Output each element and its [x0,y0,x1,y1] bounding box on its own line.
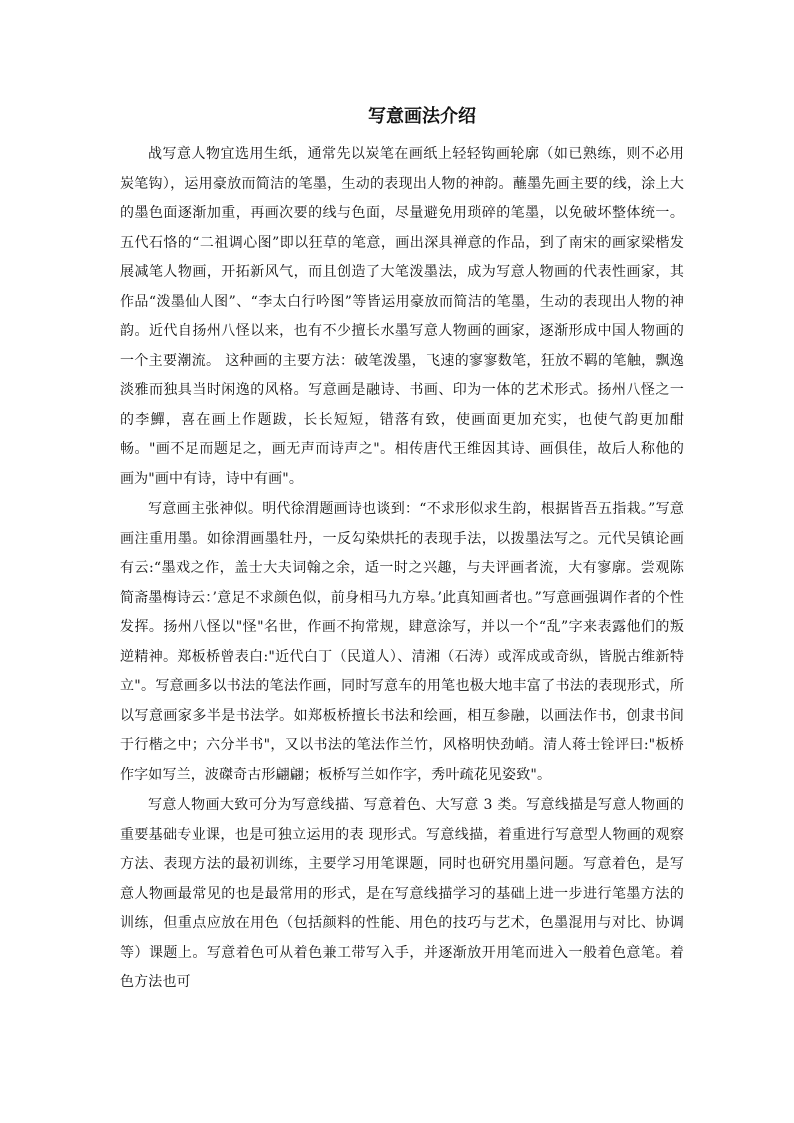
paragraph: 战写意人物宜选用生纸，通常先以炭笔在画纸上轻轻钩画轮廓（如已熟练，则不必用炭笔钩），运用豪放而简洁的笔墨，生动的表现出人物的神韵。蘸墨先画主要的线，涂上大的墨色面逐渐加重，再画次要的线与色面，尽量避免用琐碎的笔墨，以免破坏整体统一。 五代石恪的“二祖调心图”即以狂草的笔意，画出深具禅意的作品，到了南宋的画家梁楷发展减笔人物画，开拓新风气，而且创造了大笔泼墨法，成为写意人物画的代表性画家，其作品“泼墨仙人图”、“李太白行吟图”等皆运用豪放而简洁的笔墨，生动的表现出人物的神韵。近代自扬州八怪以来，也有不少擅长水墨写意人物画的画家，逐渐形成中国人物画的一个主要潮流。 这种画的主要方法：破笔泼墨，飞速的寥寥数笔，狂放不羁的笔触，飘逸淡雅而独具当时闲逸的风格。写意画是融诗、书画、印为一体的艺术形式。扬州八怪之一的李鱓，喜在画上作题跋，长长短短，错落有致，使画面更加充实，也使气韵更加酣畅。"画不足而题足之，画无声而诗声之"。相传唐代王维因其诗、画俱佳，故后人称他的画为"画中有诗，诗中有画"。 [120,146,684,487]
paragraph: 写意人物画大致可分为写意线描、写意着色、大写意 3 类。写意线描是写意人物画的重要基础专业课，也是可独立运用的表 现形式。写意线描，着重进行写意型人物画的观察方法、表现方法的最初训练，主要学习用笔课题，同时也研究用墨问题。写意着色，是写意人物画最常见的也是最常用的形式，是在写意线描学习的基础上进一步进行笔墨方法的训练，但重点应放在用色（包括颜料的性能、用色的技巧与艺术，色墨混用与对比、协调等）课题上。写意着色可从着色兼工带写入手，并逐渐放开用笔而进入一般着色意笔。着色方法也可 [120,797,684,990]
document-title: 写意画法介绍 [368,106,476,127]
paragraph: 写意画主张神似。明代徐渭题画诗也谈到：“不求形似求生韵，根据皆吾五指栽。”写意画注重用墨。如徐渭画墨牡丹，一反勾染烘托的表现手法，以拨墨法写之。元代吴镇论画有云:“墨戏之作，盖士大夫词翰之余，适一时之兴趣，与夫评画者流，大有寥廓。尝观陈简斋墨梅诗云：’意足不求颜色似，前身相马九方皋。’此真知画者也。”写意画强调作者的个性发挥。扬州八怪以"怪"名世，作画不拘常规，肆意涂写，并以一个“乱”字来表露他们的叛逆精神。郑板桥曾表白:"近代白丁（民道人）、清湘（石涛）或浑成或奇纵，皆脱古维新特立"。写意画多以书法的笔法作画，同时写意车的用笔也极大地丰富了书法的表现形式，所以写意画家多半是书法学。如郑板桥擅长书法和绘画，相互参融，以画法作书，创隶书间于行楷之中；六分半书"，又以书法的笔法作兰竹，风格明快劲峭。清人蒋士铨评曰:"板桥作字如写兰，波磔奇古形翩翩；板桥写兰如作字，秀叶疏花见姿致"。 [120,501,684,783]
document-body [120,140,684,999]
